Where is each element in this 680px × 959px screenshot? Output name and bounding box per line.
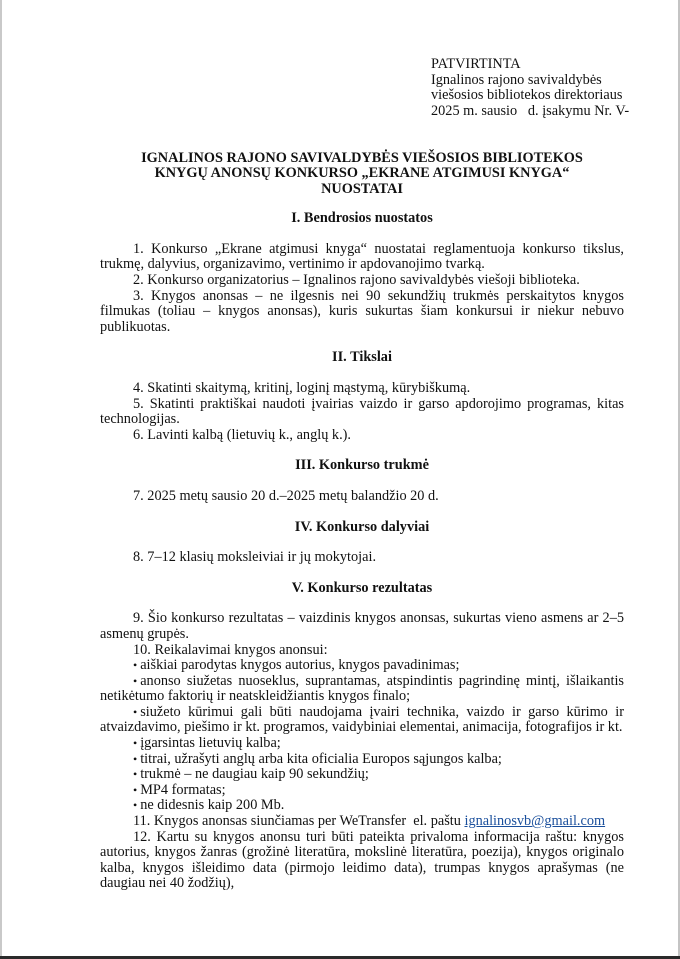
paragraph: 7. 2025 metų sausio 20 d.–2025 metų balandžio 20 d. (133, 487, 439, 504)
paragraph-item-11 (100, 814, 624, 830)
paragraph: 9. Šio konkurso rezultatas – vaizdinis knygos anonsas, sukurtas vieno asmens ar 2–5 asmenų grupės. (100, 610, 624, 642)
approval-line: Ignalinos rajono savivaldybės (431, 71, 602, 88)
paragraph: 8. 7–12 klasių moksleiviai ir jų mokytojai. (133, 549, 377, 566)
bullet-item: • trukmė – ne daugiau kaip 90 sekundžių; (100, 767, 624, 783)
bullet-item: • MP4 formatas; (100, 783, 624, 799)
bullet-item: • titrai, užrašyti anglų arba kita oficialia Europos sąjungos kalba; (100, 752, 624, 768)
section-heading: II. Tikslai (332, 349, 392, 366)
paragraph: 2. Konkurso organizatorius – Ignalinos rajono savivaldybės viešoji biblioteka. (133, 272, 580, 288)
approval-block (431, 57, 629, 119)
section-heading: IV. Konkurso dalyviai (294, 518, 430, 535)
document-title (100, 151, 624, 197)
title-line: KNYGŲ ANONSŲ KONKURSO „EKRANE ATGIMUSI KNYGA“ (154, 165, 570, 182)
title-line: NUOSTATAI (321, 180, 403, 197)
section-heading: III. Konkurso trukmė (295, 457, 429, 474)
section-heading: V. Konkurso rezultatas (291, 579, 433, 596)
bullet-item: • anonso siužetas nuoseklus, suprantamas, atspindintis pagrindinę mintį, išlaikantis netikėtumo faktorių ir neatskleidžiantis knygos finalo; (100, 674, 624, 705)
bullet-item: • ne didesnis kaip 200 Mb. (100, 798, 624, 814)
paragraph: 3. Knygos anonsas – ne ilgesnis nei 90 sekundžių trukmės perskaitytos knygos filmukas (toliau – knygos anonsas), kuris sukurtas šiam konkursui ir niekur nebuvo publikuotas. (100, 287, 624, 335)
approval-line: PATVIRTINTA (431, 56, 521, 72)
bullet-item: • aiškiai parodytas knygos autorius, knygos pavadinimas; (100, 658, 624, 674)
section-heading: I. Bendrosios nuostatos (291, 210, 433, 227)
paragraph: 4. Skatinti skaitymą, kritinį, loginį mąstymą, kūrybiškumą. (133, 379, 471, 396)
email-link[interactable]: ignalinosvb@gmail.com (464, 813, 606, 830)
title-line: IGNALINOS RAJONO SAVIVALDYBĖS VIEŠOSIOS BIBLIOTEKOS (141, 150, 583, 166)
document-body (100, 151, 624, 892)
paragraph: 10. Reikalavimai knygos anonsui: (133, 641, 328, 658)
paragraph: 5. Skatinti praktiškai naudoti įvairias vaizdo ir garso apdorojimo programas, kitas technologijas. (100, 395, 624, 428)
approval-line: 2025 m. sausio d. įsakymu Nr. V- (431, 102, 630, 119)
bullet-item: • įgarsintas lietuvių kalba; (100, 736, 624, 752)
paragraph: 1. Konkurso „Ekrane atgimusi knyga“ nuostatai reglamentuoja konkurso tikslus, trukmę, dalyvius, organizavimo, vertinimo ir apdovanojimo tvarką. (100, 240, 624, 273)
item-11-text: 11. Knygos anonsas siunčiamas per WeTransfer el. paštu (133, 813, 465, 830)
approval-line: viešosios bibliotekos direktoriaus (431, 87, 623, 104)
paragraph: 6. Lavinti kalbą (lietuvių k., anglų k.). (133, 426, 351, 443)
bullet-item: • siužeto kūrimui gali būti naudojama įvairi technika, vaizdo ir garso kūrimo ir atvaizdavimo, piešimo ir kt. programos, vaidybiniai elementai, animacija, fotografijos ir kt. (100, 705, 624, 736)
paragraph: 12. Kartu su knygos anonsu turi būti pateikta privaloma informacija raštu: knygos autorius, knygos žanras (grožinė literatūra, mokslinė literatūra, poezija), knygos originalo kalba, knygos išleidimo data (pirmojo leidimo data), trumpas knygos aprašymas (ne daugiau nei 40 žodžių), (100, 828, 624, 892)
